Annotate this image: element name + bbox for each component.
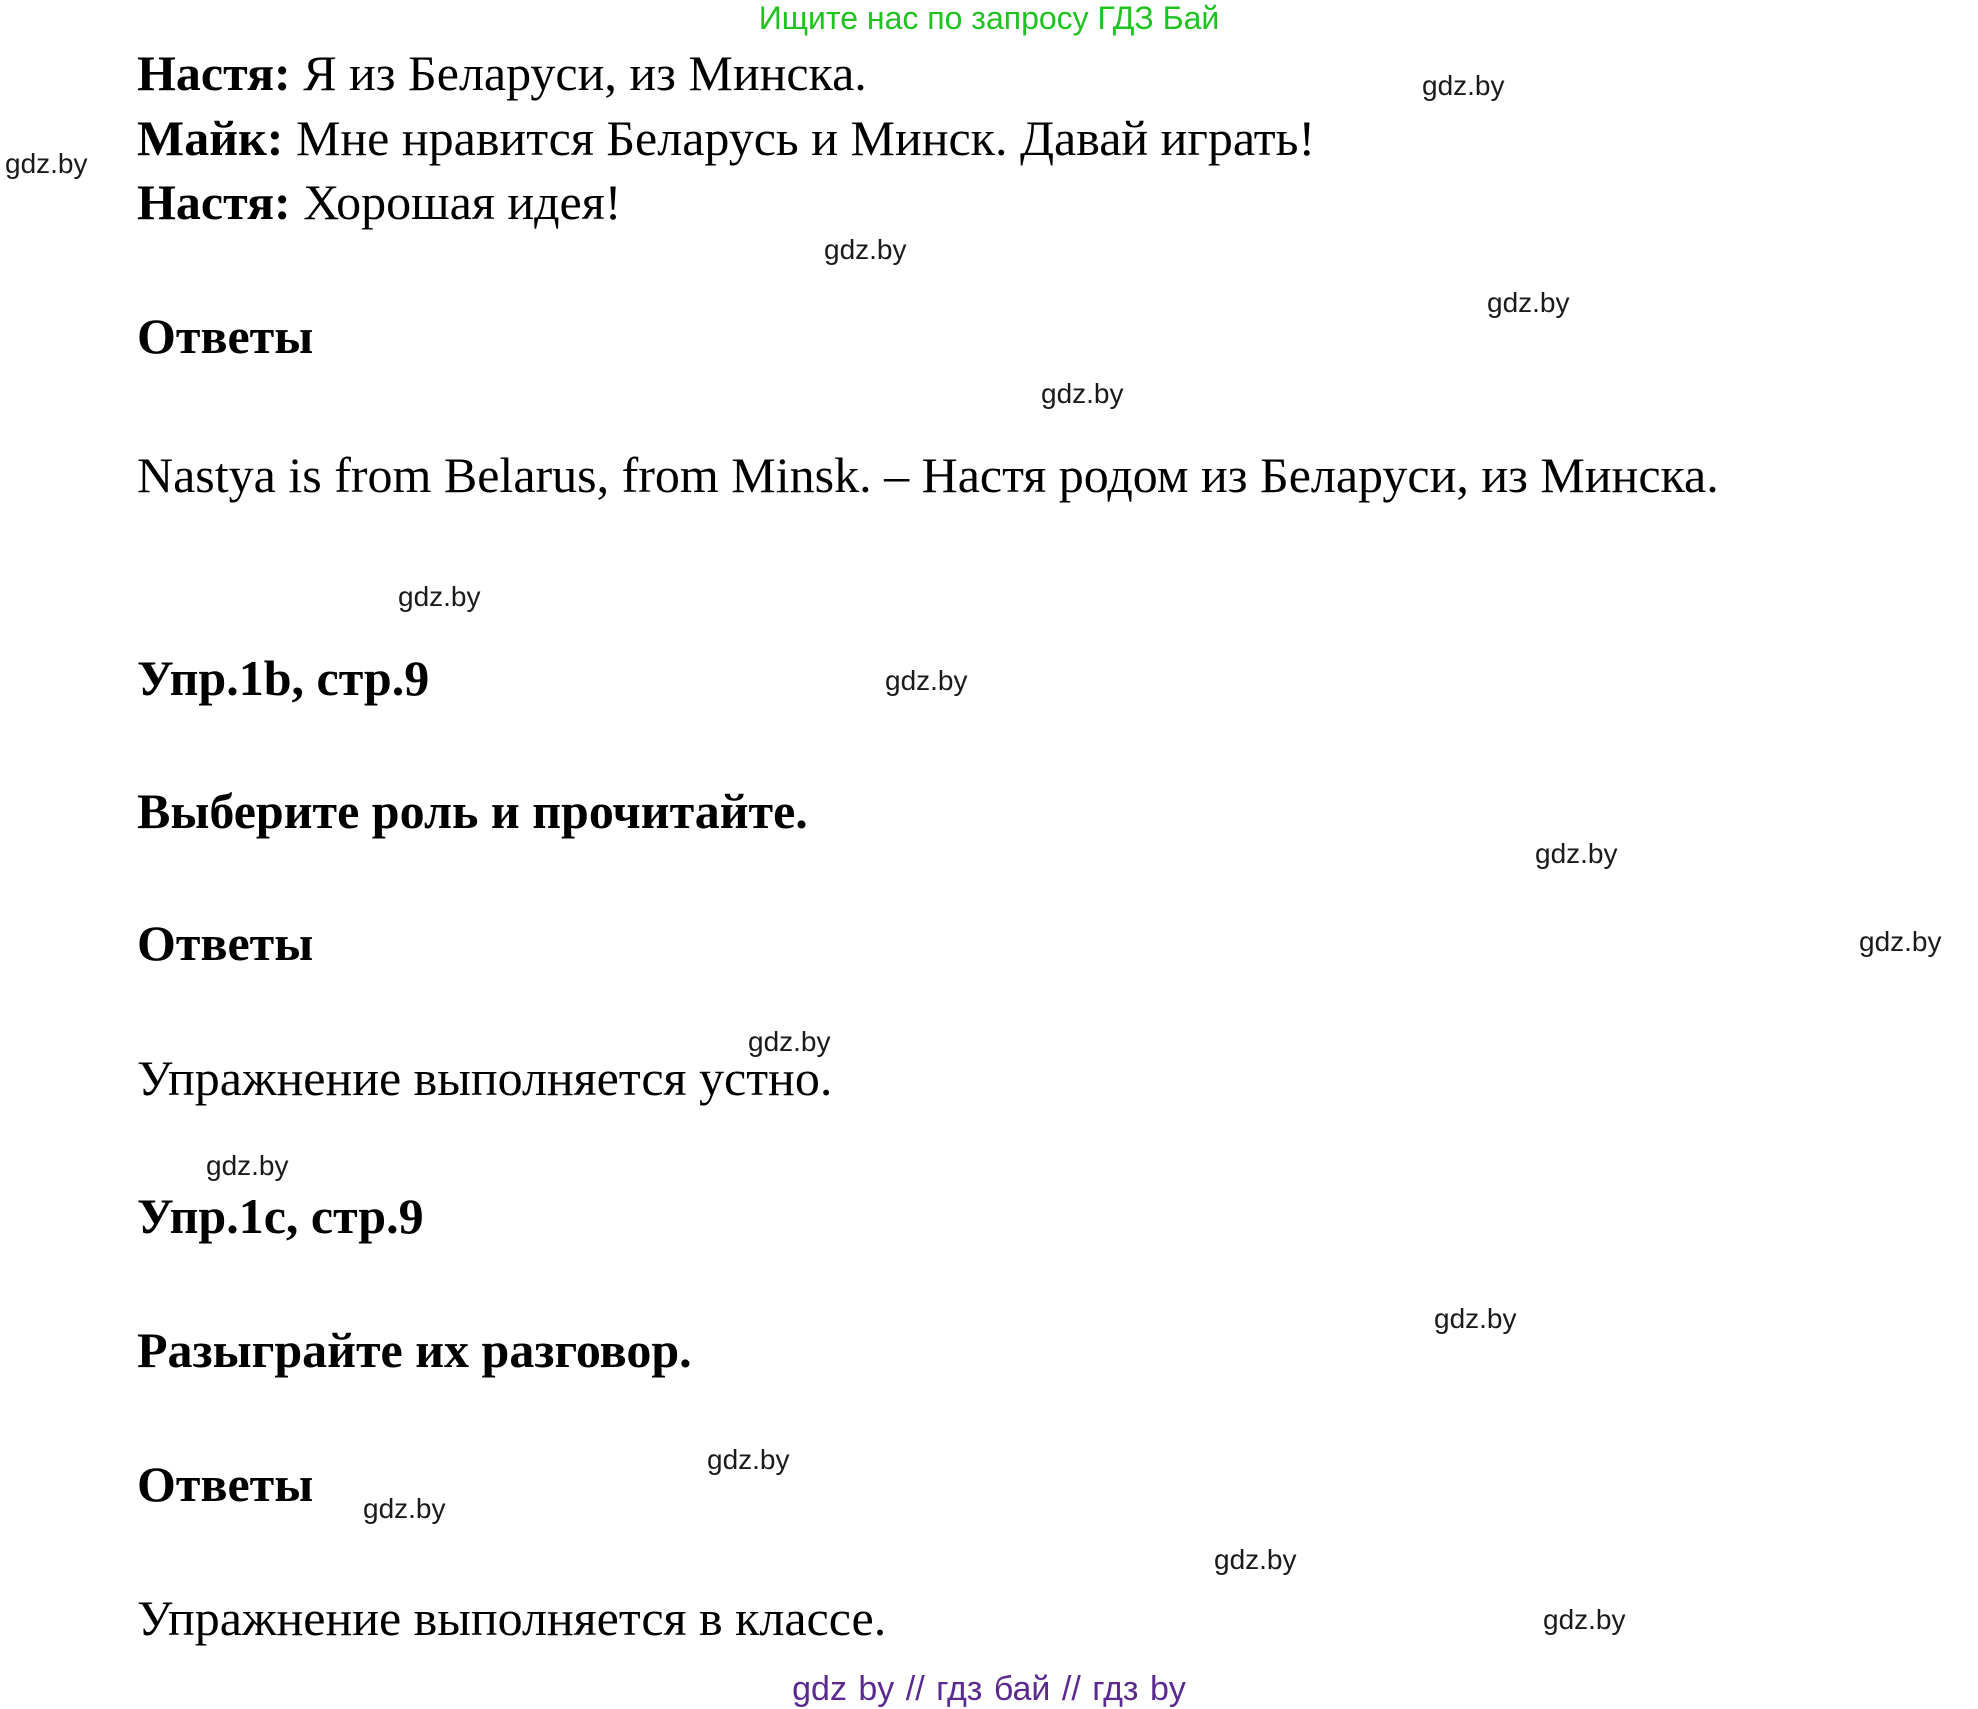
speaker-label: Майк: (137, 110, 284, 166)
top-banner: Ищите нас по запросу ГДЗ Бай (758, 0, 1220, 36)
dialog-text: Я из Беларуси, из Минска. (290, 45, 867, 101)
exercise-task: Выберите роль и прочитайте. (137, 783, 808, 839)
exercise-title: Упр.1b, стр.9 (137, 650, 430, 706)
watermark: gdz.by (1859, 926, 1942, 957)
watermark: gdz.by (1422, 70, 1505, 101)
speaker-label: Настя: (137, 174, 291, 230)
watermark: gdz.by (748, 1026, 831, 1057)
watermark: gdz.by (1434, 1303, 1517, 1334)
watermark: gdz.by (398, 581, 481, 612)
dialog-line-1 (137, 43, 867, 103)
dialog-text: Хорошая идея! (290, 174, 622, 230)
watermark: gdz.by (206, 1150, 289, 1181)
dialog-line-2 (137, 108, 1315, 168)
answer-paragraph: Nastya is from Belarus, from Minsk. – Настя родом из Беларуси, из Минска. (137, 447, 1719, 503)
watermark: gdz.by (1543, 1604, 1626, 1635)
watermark: gdz.by (1214, 1544, 1297, 1575)
dialog-text: Мне нравится Беларусь и Минск. Давай играть! (283, 110, 1316, 166)
exercise-title: Упр.1c, стр.9 (137, 1188, 424, 1244)
watermark: gdz.by (1535, 838, 1618, 869)
exercise-task: Разыграйте их разговор. (137, 1322, 692, 1378)
watermark: gdz.by (707, 1444, 790, 1475)
answers-heading: Ответы (137, 1456, 314, 1512)
watermark: gdz.by (885, 665, 968, 696)
watermark: gdz.by (363, 1493, 446, 1524)
dialog-line-3 (137, 172, 621, 232)
watermark: gdz.by (1041, 378, 1124, 409)
speaker-label: Настя: (137, 45, 291, 101)
watermark: gdz.by (1487, 287, 1570, 318)
watermark: gdz.by (5, 148, 88, 179)
answer-text: Упражнение выполняется в классе. (137, 1590, 887, 1646)
answers-heading: Ответы (137, 308, 314, 364)
answer-text: Упражнение выполняется устно. (137, 1050, 833, 1106)
answers-heading: Ответы (137, 915, 314, 971)
bottom-banner: gdz by // гдз бай // гдз by (792, 1670, 1186, 1708)
watermark: gdz.by (824, 234, 907, 265)
